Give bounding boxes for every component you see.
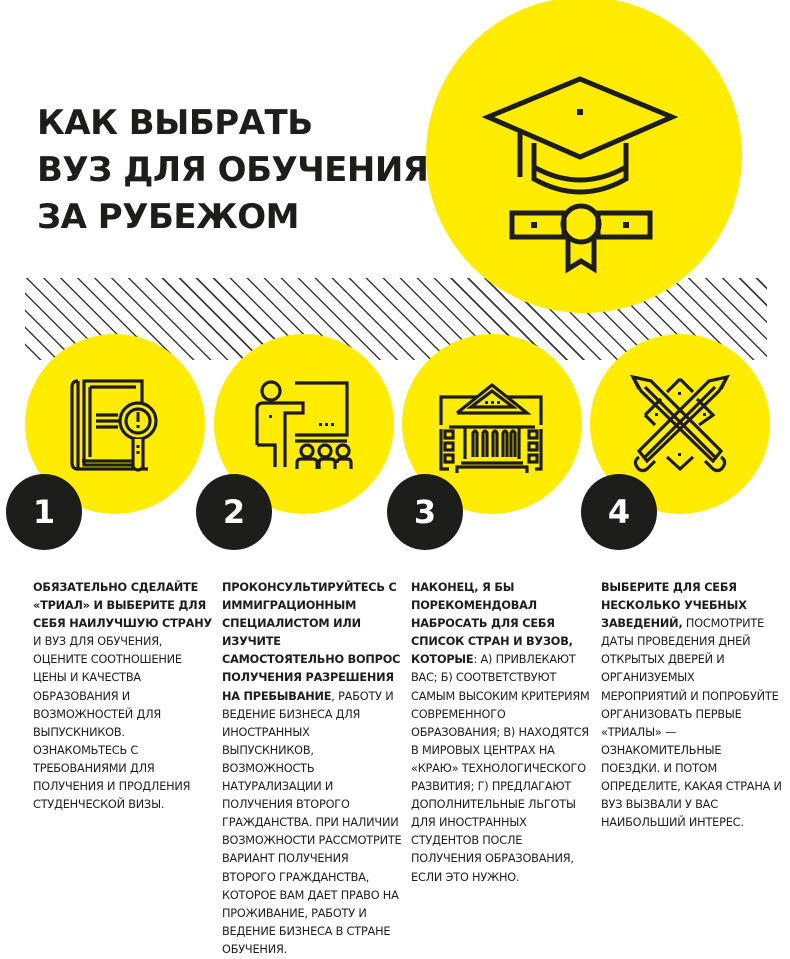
step-4-regular: ПОСМОТРИТЕ ДАТЫ ПРОВЕДЕНИЯ ДНЕЙ ОТКРЫТЫХ ДВЕРЕЙ И ОРГАНИЗУЕМЫХ МЕРОПРИЯТИЙ И ПОПРОБУЙТЕ ОРГАНИЗОВАТЬ ПЕРВЫЕ «ТРИАЛЫ» — ОЗНАКОМИТЕЛЬНЫЕ ПОЕЗДКИ. И ПОТОМ ОПРЕДЕЛИТЕ, КАКАЯ СТРАНА И ВУЗ ВЫЗВАЛИ У ВАС НАИБОЛЬШИЙ ИНТЕРЕС. [601, 617, 782, 830]
teacher-presentation-audience-icon [249, 369, 359, 479]
step-4-bold: ВЫБЕРИТЕ ДЛЯ СЕБЯ НЕСКОЛЬКО УЧЕБНЫХ ЗАВЕДЕНИЙ, [601, 581, 747, 631]
step-3-bold: НАКОНЕЦ, Я БЫ ПОРЕКОМЕНДОВАЛ НАБРОСАТЬ ДЛЯ СЕБЯ СПИСОК СТРАН И ВУЗОВ, КОТОРЫЕ [411, 581, 573, 667]
step-3-number-badge: 3 [387, 474, 463, 550]
university-building-icon [437, 369, 547, 479]
step-2-text [222, 579, 404, 959]
step-3-regular: : А) ПРИВЛЕКАЮТ ВАС; Б) СООТВЕТСТВУЮТ САМЫМ ВЫСОКИМ КРИТЕРИЯМ СОВРЕМЕННОГО ОБРАЗОВАНИЯ; В) НАХОДЯТСЯ В МИРОВЫХ ЦЕНТРАХ НА «КРАЮ» ТЕХНОЛОГИЧЕСКОГО РАЗВИТИЯ; Г) ПРЕДЛАГАЮТ ДОПОЛНИТЕЛЬНЫЕ ЛЬГОТЫ ДЛЯ ИНОСТРАННЫХ СТУДЕНТОВ ПОСЛЕ ПОЛУЧЕНИЯ ОБРАЗОВАНИЯ, ЕСЛИ ЭТО НУЖНО. [411, 653, 590, 884]
step-2-bold: ПРОКОНСУЛЬТИРУЙТЕСЬ С ИММИГРАЦИОННЫМ СПЕЦИАЛИСТОМ ИЛИ ИЗУЧИТЕ САМОСТОЯТЕЛЬНО ВОПРОС ПОЛУЧЕНИЯ РАЗРЕШЕНИЯ НА ПРЕБЫВАНИЕ [222, 581, 401, 703]
hero-circle [426, 0, 742, 313]
title-line-2: ВУЗ ДЛЯ ОБУЧЕНИЯ [37, 150, 429, 190]
graduation-cap-diploma-icon [426, 0, 742, 313]
step-2-number-badge: 2 [196, 474, 272, 550]
title-line-1: КАК ВЫБРАТЬ [37, 103, 313, 143]
crossed-pencils-ruler-icon [625, 369, 735, 479]
step-4-text [601, 579, 783, 832]
book-magnifier-exclamation-icon [60, 369, 170, 479]
step-4-number-badge: 4 [581, 474, 657, 550]
step-2-regular: , РАБОТУ И ВЕДЕНИЕ БИЗНЕСА ДЛЯ ИНОСТРАННЫХ ВЫПУСКНИКОВ, ВОЗМОЖНОСТЬ НАТУРАЛИЗАЦИИ И ПОЛУЧЕНИЯ ВТОРОГО ГРАЖДАНСТВА. ПРИ НАЛИЧИИ ВОЗМОЖНОСТИ РАССМОТРИТЕ ВАРИАНТ ПОЛУЧЕНИЯ ВТОРОГО ГРАЖДАНСТВА, КОТОРОЕ ВАМ ДАЕТ ПРАВО НА ПРОЖИВАНИЕ, РАБОТУ И ВЕДЕНИЕ БИЗНЕСА В СТРАНЕ ОБУЧЕНИЯ. [222, 689, 402, 956]
step-1-text [33, 579, 215, 814]
step-3-text [411, 579, 593, 887]
step-1-number-badge: 1 [6, 474, 82, 550]
step-1-bold: ОБЯЗАТЕЛЬНО СДЕЛАЙТЕ «ТРИАЛ» И ВЫБЕРИТЕ ДЛЯ СЕБЯ НАИЛУЧШУЮ СТРАНУ [33, 581, 212, 631]
step-1-regular: И ВУЗ ДЛЯ ОБУЧЕНИЯ, ОЦЕНИТЕ СООТНОШЕНИЕ ЦЕНЫ И КАЧЕСТВА ОБРАЗОВАНИЯ И ВОЗМОЖНОСТЕЙ ДЛЯ ВЫПУСКНИКОВ. ОЗНАКОМЬТЕСЬ С ТРЕБОВАНИЯМИ ДЛЯ ПОЛУЧЕНИЯ И ПРОДЛЕНИЯ СТУДЕНЧЕСКОЙ ВИЗЫ. [33, 635, 191, 812]
title-line-3: ЗА РУБЕЖОМ [37, 197, 299, 237]
page-title [37, 100, 428, 241]
